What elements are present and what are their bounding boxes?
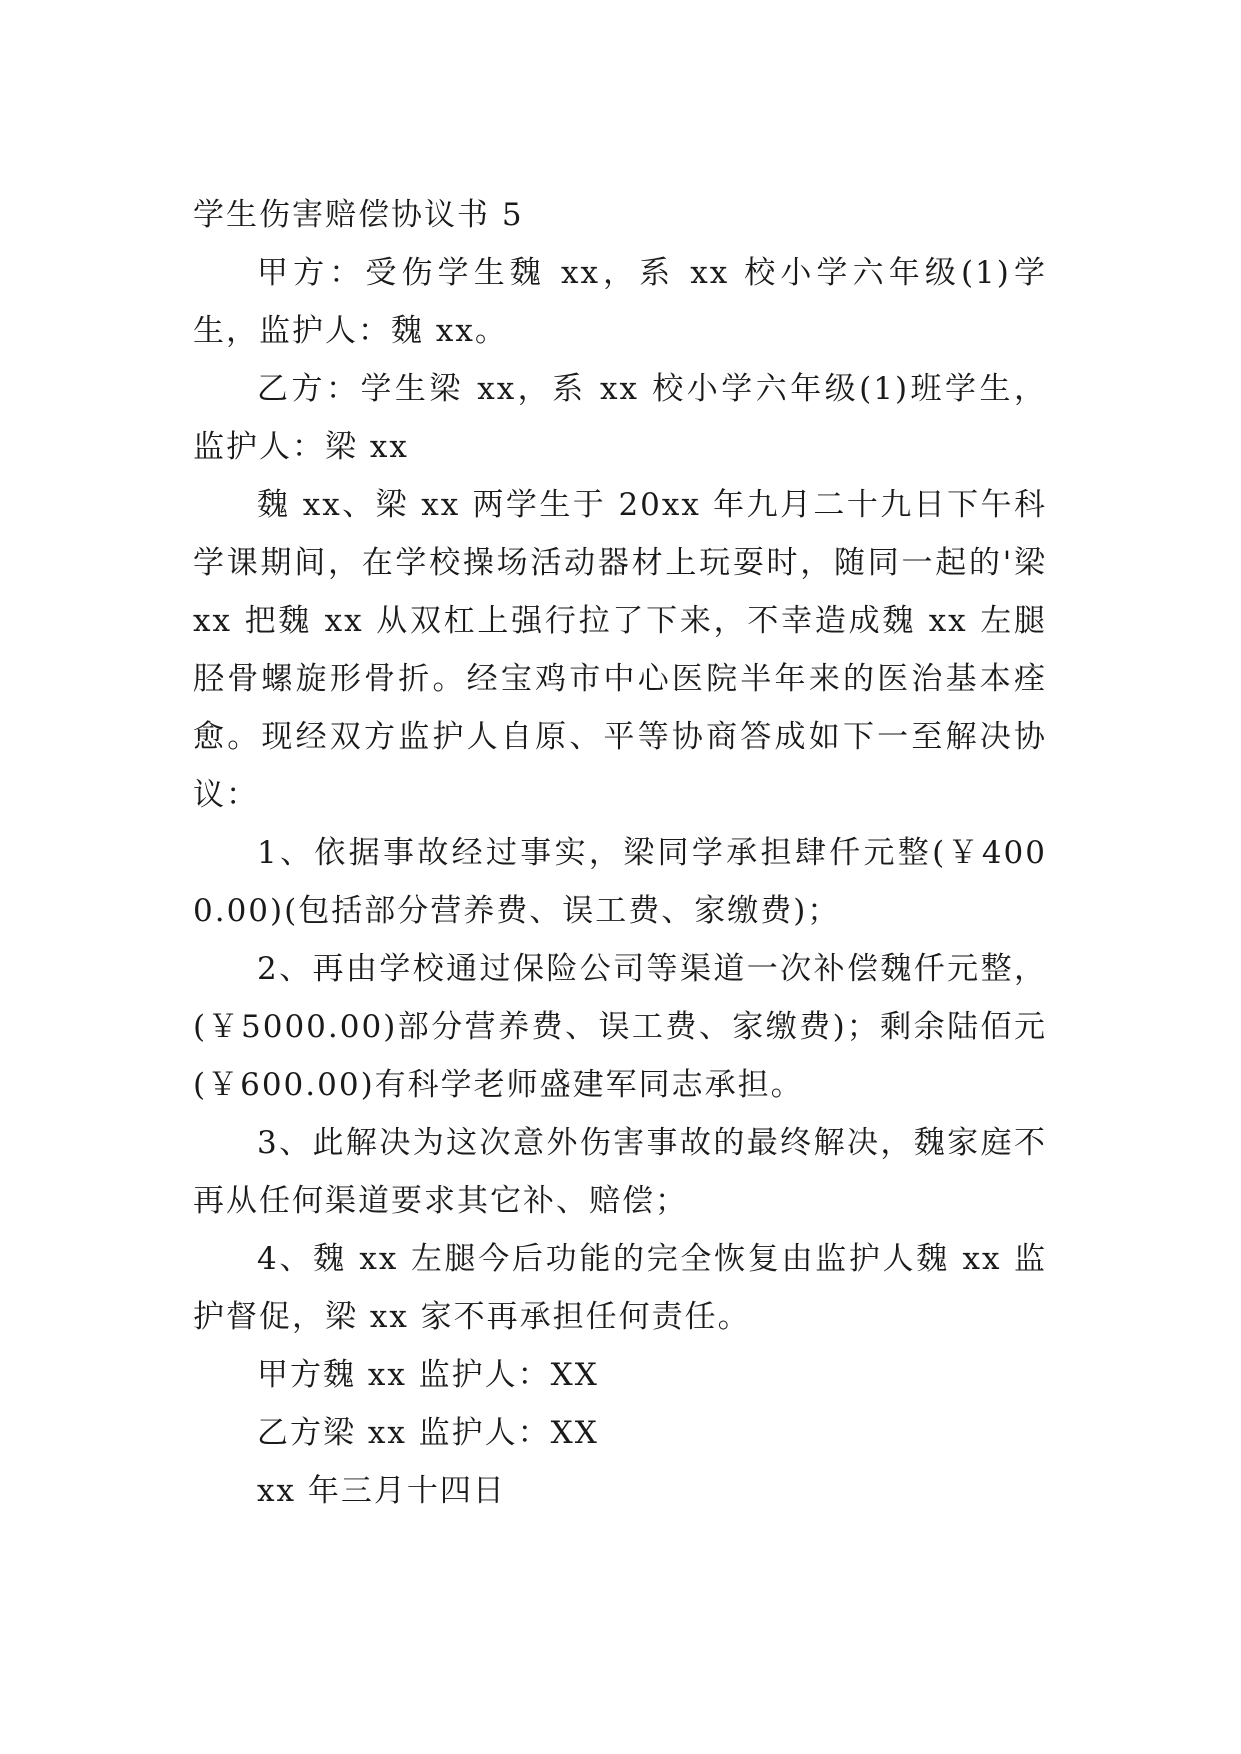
agreement-item-4: 4、魏 xx 左腿今后功能的完全恢复由监护人魏 xx 监护督促，梁 xx 家不再承担任何责任。 — [193, 1241, 1047, 1335]
agreement-item-2: 2、再由学校通过保险公司等渠道一次补偿魏仟元整，(￥5000.00)部分营养费、误工费、家缴费)；剩余陆佰元(￥600.00)有科学老师盛建军同志承担。 — [193, 951, 1047, 1103]
signature-party-a: 甲方魏 xx 监护人：XX — [257, 1357, 599, 1393]
incident-facts-paragraph: 魏 xx、梁 xx 两学生于 20xx 年九月二十九日下午科学课期间，在学校操场活动器材上玩耍时，随同一起的'梁 xx 把魏 xx 从双杠上强行拉了下来，不幸造成魏 xx 左腿胫骨螺旋形骨折。经宝鸡市中心医院半年来的医治基本痊愈。现经双方监护人自原、平等协商答成如下一至解决协议： — [193, 487, 1047, 813]
party-b-paragraph: 乙方：学生梁 xx，系 xx 校小学六年级(1)班学生，监护人：梁 xx — [193, 371, 1047, 465]
document-body — [193, 186, 1047, 1520]
document-title: 学生伤害赔偿协议书 5 — [193, 197, 524, 233]
agreement-item-1: 1、依据事故经过事实，梁同学承担肆仟元整(￥4000.00)(包括部分营养费、误工费、家缴费)； — [193, 835, 1047, 929]
signing-date: xx 年三月十四日 — [257, 1473, 506, 1509]
signature-party-b: 乙方梁 xx 监护人：XX — [257, 1415, 599, 1451]
agreement-item-3: 3、此解决为这次意外伤害事故的最终解决，魏家庭不再从任何渠道要求其它补、赔偿； — [193, 1125, 1047, 1219]
party-a-paragraph: 甲方：受伤学生魏 xx，系 xx 校小学六年级(1)学生，监护人：魏 xx。 — [193, 255, 1047, 349]
